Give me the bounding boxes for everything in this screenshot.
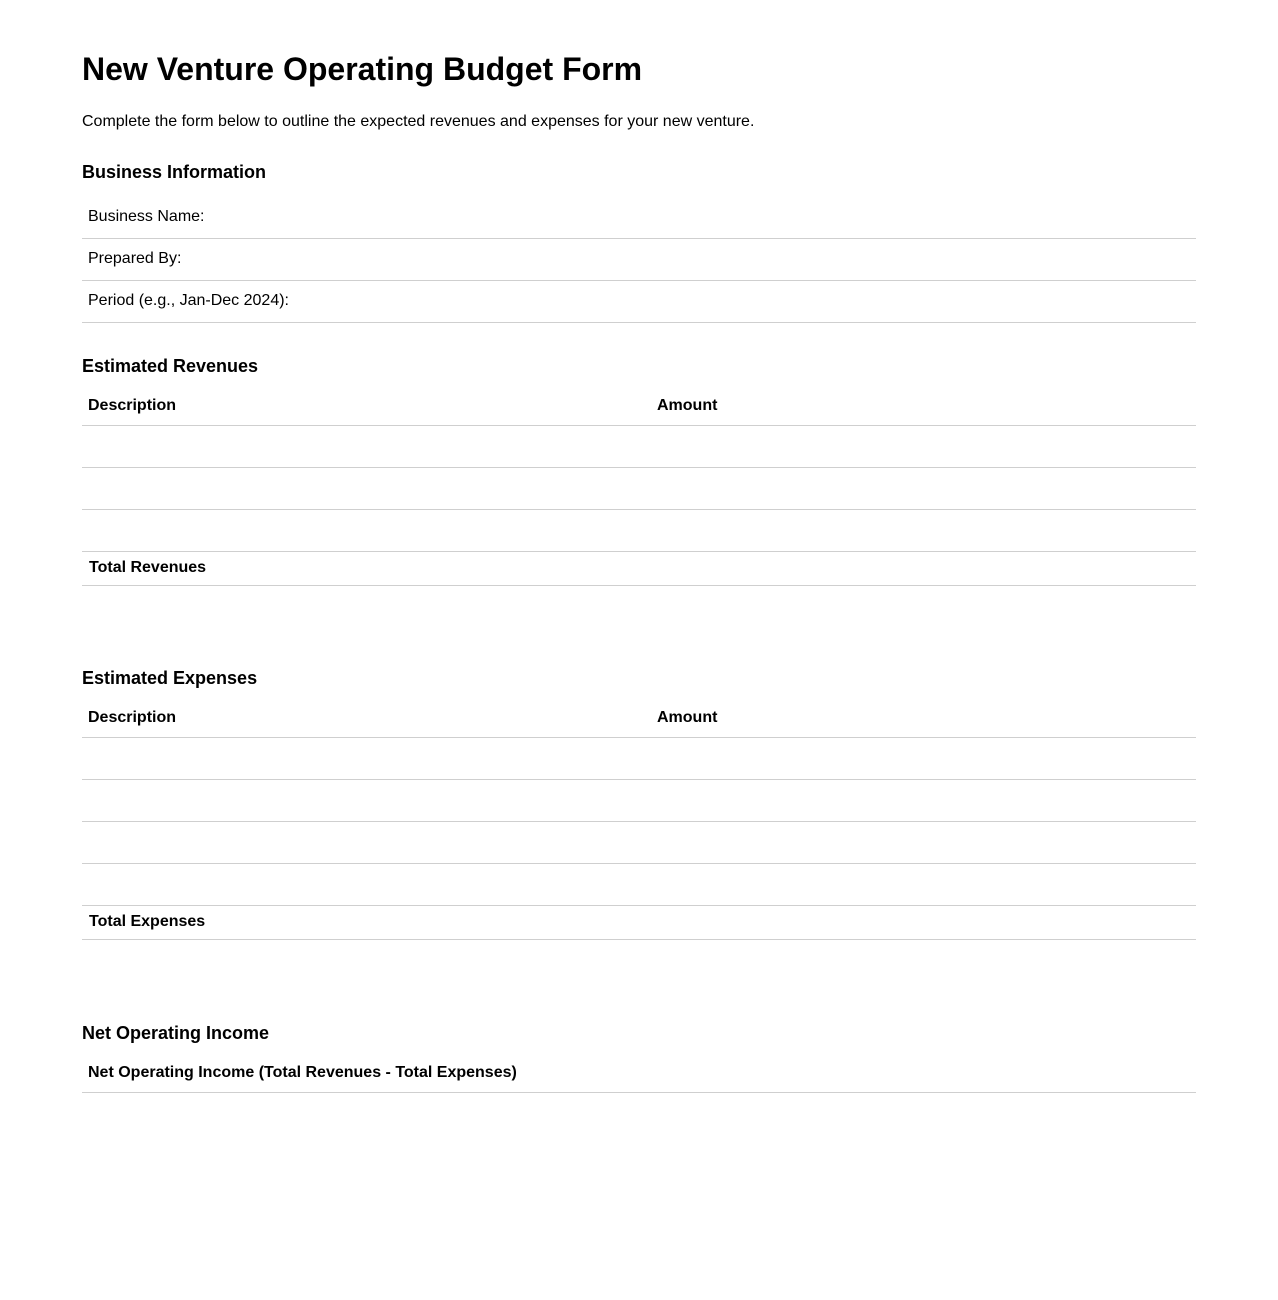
expenses-total-row <box>82 905 1196 939</box>
revenue-row <box>82 425 1196 467</box>
revenue-description-cell[interactable] <box>82 425 651 467</box>
net-income-row <box>82 1054 1196 1092</box>
expense-row <box>82 737 1196 779</box>
revenues-amount-header: Amount <box>657 396 718 414</box>
revenue-amount-cell[interactable] <box>651 509 1196 551</box>
expense-description-cell[interactable] <box>82 863 651 905</box>
business-info-heading: Business Information <box>82 162 267 182</box>
net-income-table <box>82 1054 1196 1093</box>
revenue-row <box>82 509 1196 551</box>
expenses-table <box>82 699 1196 940</box>
expense-row <box>82 863 1196 905</box>
prepared-by-row <box>82 238 1196 280</box>
expenses-amount-header: Amount <box>657 708 718 726</box>
revenues-header-row <box>82 387 1196 425</box>
form-intro-text: Complete the form below to outline the expected revenues and expenses for your new venture. <box>82 113 755 130</box>
period-label: Period (e.g., Jan-Dec 2024): <box>88 292 289 309</box>
expenses-heading: Estimated Expenses <box>82 668 258 688</box>
prepared-by-label: Prepared By: <box>88 250 182 267</box>
expense-description-cell[interactable] <box>82 737 651 779</box>
expenses-description-header: Description <box>88 708 177 726</box>
revenues-total-row <box>82 551 1196 585</box>
expense-amount-cell[interactable] <box>651 737 1196 779</box>
period-row <box>82 280 1196 322</box>
expense-row <box>82 821 1196 863</box>
expenses-total-value[interactable] <box>651 905 1196 939</box>
business-info-table <box>82 196 1196 323</box>
expense-amount-cell[interactable] <box>651 779 1196 821</box>
expense-description-cell[interactable] <box>82 821 651 863</box>
revenues-table <box>82 387 1196 586</box>
revenue-amount-cell[interactable] <box>651 425 1196 467</box>
business-name-label: Business Name: <box>88 207 205 225</box>
expense-amount-cell[interactable] <box>651 863 1196 905</box>
net-income-heading: Net Operating Income <box>82 1023 270 1043</box>
business-name-row <box>82 196 1196 238</box>
revenue-description-cell[interactable] <box>82 467 651 509</box>
business-name-field[interactable] <box>1137 196 1196 238</box>
revenues-description-header: Description <box>88 396 177 414</box>
expense-amount-cell[interactable] <box>651 821 1196 863</box>
expense-row <box>82 779 1196 821</box>
revenue-amount-cell[interactable] <box>651 467 1196 509</box>
page-title: New Venture Operating Budget Form <box>82 51 643 87</box>
net-income-label: Net Operating Income (Total Revenues - Total Expenses) <box>88 1063 517 1081</box>
revenues-total-value[interactable] <box>651 551 1196 585</box>
period-field[interactable] <box>1137 280 1196 322</box>
revenue-row <box>82 467 1196 509</box>
revenues-heading: Estimated Revenues <box>82 356 259 376</box>
expenses-total-label: Total Expenses <box>89 913 206 930</box>
revenue-description-cell[interactable] <box>82 509 651 551</box>
net-income-value[interactable] <box>651 1054 1196 1092</box>
expense-description-cell[interactable] <box>82 779 651 821</box>
prepared-by-field[interactable] <box>1137 238 1196 280</box>
revenues-total-label: Total Revenues <box>89 559 207 576</box>
expenses-header-row <box>82 699 1196 737</box>
